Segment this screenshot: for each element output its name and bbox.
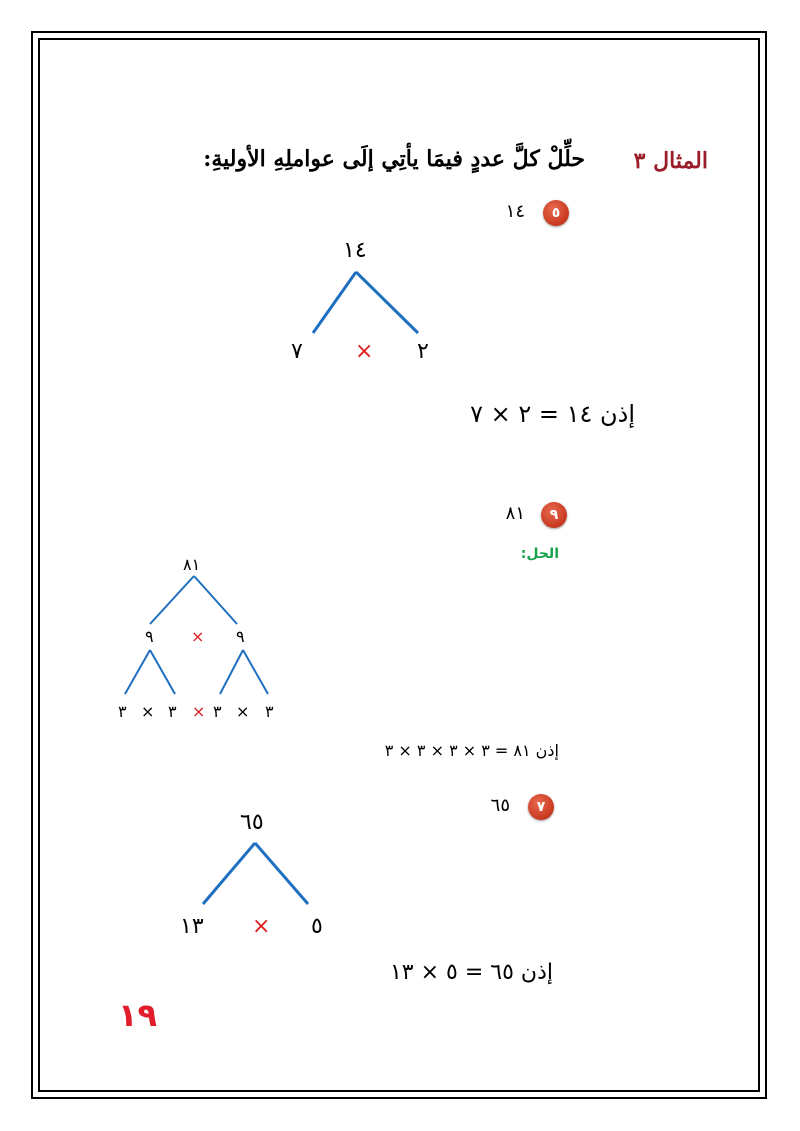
problem-badge-9: ٩	[541, 502, 567, 528]
tree3-branch-left	[203, 843, 255, 904]
tree-root: ٨١	[183, 555, 201, 574]
multiply-sign: ×	[192, 702, 206, 721]
tree2-branch-left	[150, 576, 194, 624]
problem-number: ٦٥	[490, 795, 510, 816]
example-instruction: حلِّلْ كلَّ عددٍ فيمَا يأتِي إلَى عواملِهِ الأوليةِ:	[203, 146, 585, 172]
tree2-sub-right-a	[220, 650, 243, 694]
problem-badge-7: ٧	[528, 794, 554, 820]
tree-leaf: ٢	[417, 339, 429, 364]
multiply-sign: ×	[252, 914, 271, 939]
multiply-sign: ×	[191, 627, 205, 646]
tree1-branch-right	[356, 272, 418, 333]
multiply-sign: ×	[236, 702, 250, 721]
tree2-branch-right	[194, 576, 237, 624]
solution-label: الحل:	[520, 546, 559, 562]
tree-leaf: ٥	[311, 914, 323, 939]
multiply-sign: ×	[355, 339, 374, 364]
problem-number: ١٤	[505, 201, 525, 222]
tree1-branch-left	[313, 272, 356, 333]
problem-number: ٨١	[505, 503, 525, 524]
tree-leaf: ١٣	[180, 914, 204, 939]
tree-root: ١٤	[343, 238, 367, 263]
result-equation: إذن ٦٥ = ٥ × ١٣	[389, 960, 553, 985]
tree-node: ٩	[145, 627, 154, 646]
tree2-sub-left-b	[150, 650, 175, 694]
example-label: المثال ٣	[633, 148, 708, 174]
result-equation: إذن ٨١ = ٣ × ٣ × ٣ × ٣	[384, 741, 559, 760]
tree-node: ٩	[236, 627, 245, 646]
problem-badge-5: ٥	[543, 200, 569, 226]
tree-root: ٦٥	[240, 810, 264, 835]
tree-leaf: ٣	[265, 702, 274, 721]
page-number: ١٩	[118, 996, 158, 1034]
tree-leaf: ٣	[168, 702, 177, 721]
tree2-sub-left-a	[125, 650, 150, 694]
tree2-sub-right-b	[243, 650, 268, 694]
multiply-sign: ×	[141, 702, 155, 721]
tree-leaf: ٣	[118, 702, 127, 721]
result-equation: إذن ١٤ = ٢ × ٧	[470, 400, 635, 428]
tree-leaf: ٣	[213, 702, 222, 721]
tree-leaf: ٧	[291, 339, 303, 364]
tree3-branch-right	[255, 843, 308, 904]
